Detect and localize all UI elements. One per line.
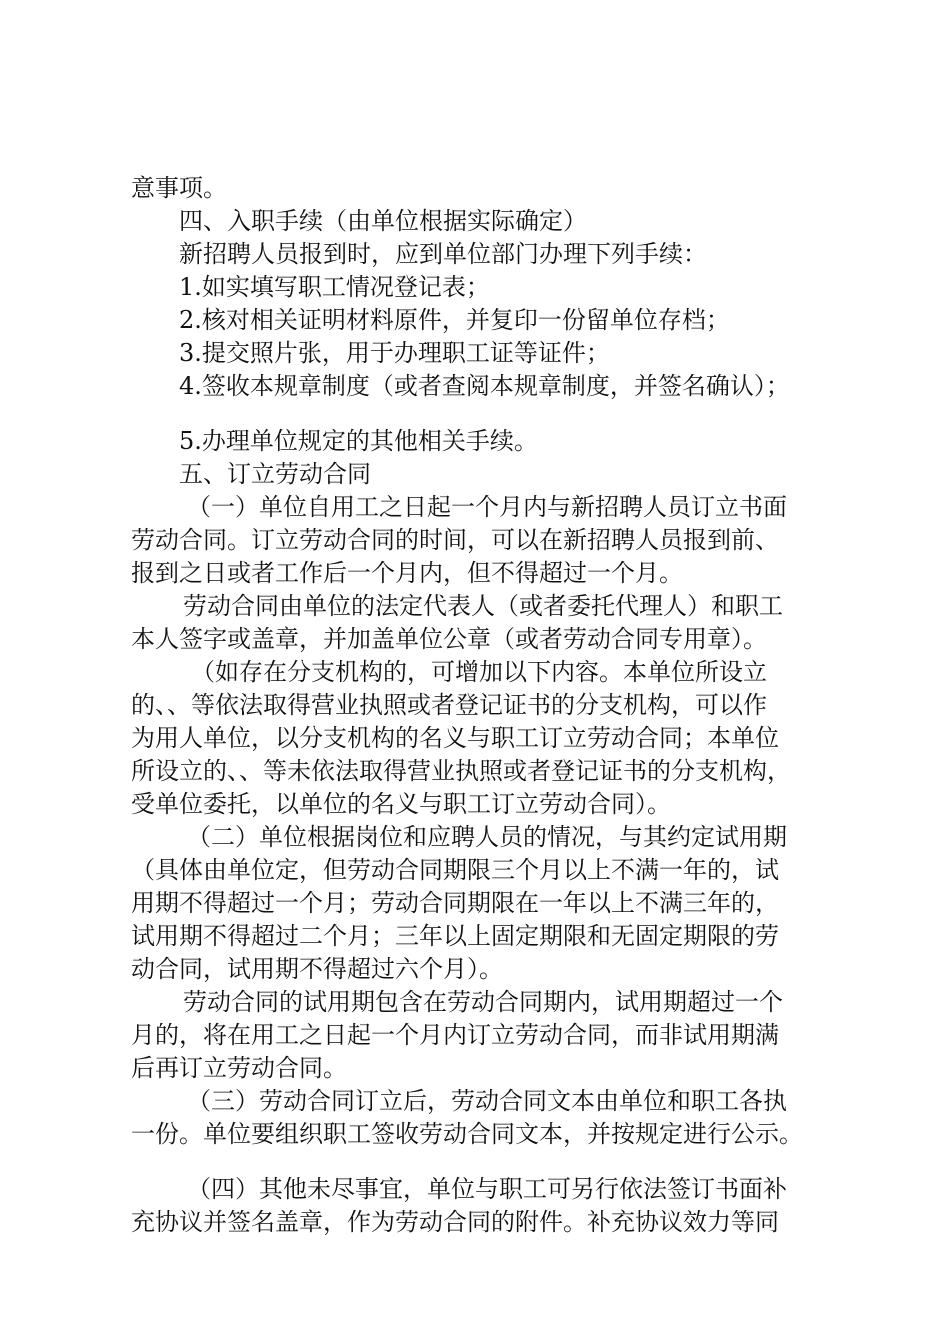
text-line: （三）劳动合同订立后，劳动合同文本由单位和职工各执 <box>187 1087 787 1115</box>
text-line: （如存在分支机构的，可增加以下内容。本单位所设立 <box>191 658 767 686</box>
text-line: 动合同，试用期不得超过六个月）。 <box>131 955 503 983</box>
text-line: 劳动合同的试用期包含在劳动合同期内，试用期超过一个 <box>183 988 783 1016</box>
section-heading-onboarding: 四、入职手续（由单位根据实际确定） <box>179 207 587 235</box>
text-line: 一份。单位要组织职工签收劳动合同文本，并按规定进行公示。 <box>131 1120 803 1148</box>
paragraph-gap <box>131 403 835 425</box>
text-line: 试用期不得超过二个月；三年以上固定期限和无固定期限的劳 <box>131 922 779 950</box>
text-line: （二）单位根据岗位和应聘人员的情况，与其约定试用期 <box>187 823 787 851</box>
list-item: 4.签收本规章制度（或者查阅本规章制度，并签名确认）； <box>179 372 790 400</box>
list-item: 5.办理单位规定的其他相关手续。 <box>179 427 538 455</box>
list-item: 3.提交照片张，用于办理职工证等证件； <box>179 339 610 367</box>
text-line: 用期不得超过一个月；劳动合同期限在一年以上不满三年的， <box>131 889 779 917</box>
text-line: 劳动合同。订立劳动合同的时间，可以在新招聘人员报到前、 <box>131 526 779 554</box>
text-line: （四）其他未尽事宜，单位与职工可另行依法签订书面补 <box>187 1175 787 1203</box>
text-line: 新招聘人员报到时，应到单位部门办理下列手续： <box>179 240 707 268</box>
text-line: （具体由单位定，但劳动合同期限三个月以上不满一年的，试 <box>131 856 779 884</box>
text-line: 充协议并签名盖章，作为劳动合同的附件。补充协议效力等同 <box>131 1208 779 1236</box>
text-line: 报到之日或者工作后一个月内，但不得超过一个月。 <box>131 559 683 587</box>
text-line: 所设立的、、等未依法取得营业执照或者登记证书的分支机构， <box>131 757 791 785</box>
document-body <box>131 172 835 1239</box>
text-line: 意事项。 <box>131 174 227 202</box>
text-line: 月的，将在用工之日起一个月内订立劳动合同，而非试用期满 <box>131 1021 779 1049</box>
text-line: 本人签字或盖章，并加盖单位公章（或者劳动合同专用章）。 <box>131 625 767 653</box>
text-line: 为用人单位，以分支机构的名义与职工订立劳动合同；本单位 <box>131 724 779 752</box>
section-heading-labor-contract: 五、订立劳动合同 <box>179 460 371 488</box>
text-line: 受单位委托，以单位的名义与职工订立劳动合同）。 <box>131 790 671 818</box>
text-line: 后再订立劳动合同。 <box>131 1054 347 1082</box>
list-item: 2.核对相关证明材料原件，并复印一份留单位存档； <box>179 306 730 334</box>
list-item: 1.如实填写职工情况登记表； <box>179 273 490 301</box>
text-line: （一）单位自用工之日起一个月内与新招聘人员订立书面 <box>187 493 787 521</box>
text-line: 劳动合同由单位的法定代表人（或者委托代理人）和职工 <box>183 592 783 620</box>
text-line: 的、、等依法取得营业执照或者登记证书的分支机构，可以作 <box>131 691 767 719</box>
paragraph-gap <box>131 1151 835 1173</box>
